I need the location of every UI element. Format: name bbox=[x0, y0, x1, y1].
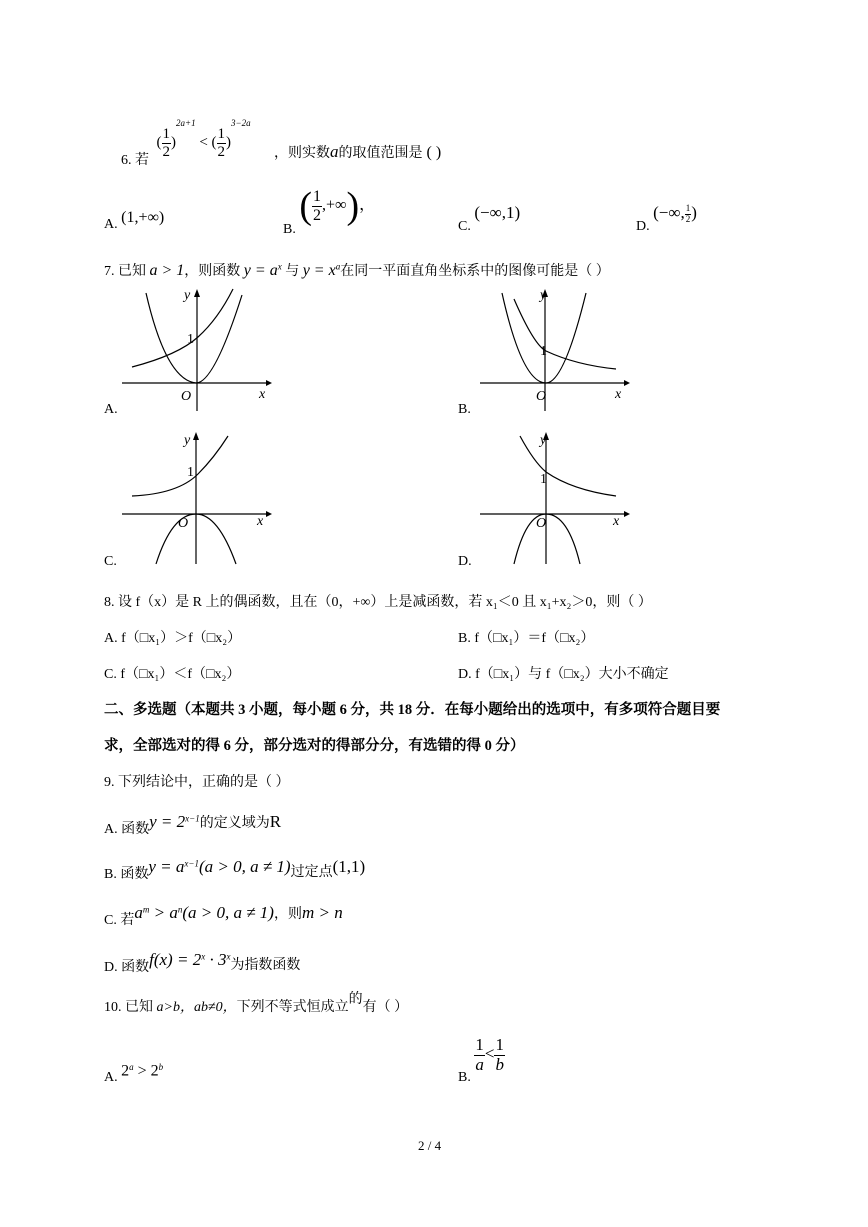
x-label: x bbox=[259, 387, 266, 402]
curve-exp bbox=[132, 289, 233, 367]
graph-a-label: A. bbox=[104, 402, 118, 417]
y-label: y bbox=[184, 433, 191, 448]
y-label: y bbox=[540, 288, 547, 303]
q7-stem: 7. 已知 a > 1，则函数 $y = a^x$ 与 $y = x^a$在同一平面直角坐标系中的图像可能是（ ） bbox=[104, 261, 610, 279]
x-label: x bbox=[615, 387, 622, 402]
curve-exp bbox=[520, 436, 616, 496]
y-label: y bbox=[184, 288, 191, 303]
q10-stem: 10. 已知 a>b，ab≠0，下列不等式恒成立的有（ ） bbox=[104, 992, 409, 1015]
q6-stem-tail: ，则实数a的取值范围是 ( ) bbox=[274, 142, 442, 161]
curve-power bbox=[502, 293, 586, 383]
curve-power bbox=[514, 514, 580, 564]
q6-number: 6. 若 bbox=[121, 153, 149, 169]
q6-inequality: ( $\frac{1}{2}$ )$^{2a+1}$ < ( $\frac{1}{2}$ )$^{3-2a}$ bbox=[156, 118, 251, 160]
graph-b bbox=[476, 285, 636, 415]
x-arrow bbox=[624, 511, 630, 517]
x-label: x bbox=[613, 514, 620, 529]
q8-option-b: B. f（□x₁）＝f（□x₂） bbox=[458, 631, 595, 646]
y-label: y bbox=[540, 433, 547, 448]
q9-option-b: B. 函数$y = a^{x-1}(a > 0$, a ≠ 1)过定点(1,1) bbox=[104, 857, 366, 882]
q8-option-c: C. f（□x₁）＜f（□x₂） bbox=[104, 667, 241, 682]
q6-option-d: D. (−∞, $\frac{1}{2}$ ) bbox=[636, 203, 697, 234]
section-2-line-1: 二、多选题（本题共 3 小题，每小题 6 分，共 18 分．在每小题给出的选项中，有多项符合题目要 bbox=[104, 702, 721, 718]
graph-c bbox=[118, 428, 278, 568]
x-arrow bbox=[266, 511, 272, 517]
q6-option-a: A. (1,+∞) bbox=[104, 209, 165, 232]
one-label: 1 bbox=[187, 465, 194, 480]
q9-option-a: A. 函数$y = 2^{x-1}$的定义域为R bbox=[104, 812, 282, 837]
q6-option-c: C. (−∞,1) bbox=[458, 203, 521, 234]
y-arrow bbox=[193, 432, 199, 440]
curve-power bbox=[146, 293, 242, 383]
q6-option-b: B. ( $\frac{1}{2}$ ,+∞)， bbox=[283, 185, 376, 238]
q8-option-d: D. f（□x₁）与 f（□x₂）大小不确定 bbox=[458, 667, 669, 682]
q10-option-b: B. $\frac{1}{a}$ < $\frac{1}{b}$ bbox=[458, 1035, 504, 1085]
q9-option-c: C. 若$a^m > a^n(a > 0$, a ≠ 1)，则m > n bbox=[104, 903, 343, 928]
origin-label: O bbox=[536, 516, 547, 531]
q9-option-d: D. 函数$f(x) = 2^x \cdot 3^x$为指数函数 bbox=[104, 950, 301, 975]
x-label: x bbox=[257, 514, 264, 529]
one-label: 1 bbox=[540, 344, 547, 359]
one-label: 1 bbox=[187, 332, 194, 347]
graph-b-label: B. bbox=[458, 402, 471, 417]
curve-exp bbox=[132, 436, 228, 496]
origin-label: O bbox=[181, 389, 192, 404]
curve-exp bbox=[514, 299, 616, 369]
section-2-line-2: 求，全部选对的得 6 分，部分选对的得部分分，有选错的得 0 分） bbox=[104, 738, 525, 754]
y-arrow bbox=[194, 289, 200, 297]
q8-stem: 8. 设 f（x）是 R 上的偶函数，且在（0，+∞）上是减函数，若 x₁＜0 且 x₁+x₂＞0，则（ ） bbox=[104, 595, 652, 610]
one-label: 1 bbox=[540, 472, 547, 487]
page-number: 2 / 4 bbox=[418, 1138, 442, 1153]
x-arrow bbox=[266, 380, 272, 386]
q10-option-a: A. $2^a > 2^b$ bbox=[104, 1062, 164, 1085]
graph-d-label: D. bbox=[458, 554, 472, 569]
graph-d bbox=[476, 428, 636, 568]
graph-a bbox=[118, 285, 278, 415]
x-arrow bbox=[624, 380, 630, 386]
origin-label: O bbox=[536, 389, 547, 404]
origin-label: O bbox=[178, 516, 189, 531]
graph-c-label: C. bbox=[104, 554, 117, 569]
q9-stem: 9. 下列结论中，正确的是（ ） bbox=[104, 775, 290, 790]
q6-stem bbox=[121, 118, 251, 169]
q8-option-a: A. f（□x₁）＞f（□x₂） bbox=[104, 631, 242, 646]
